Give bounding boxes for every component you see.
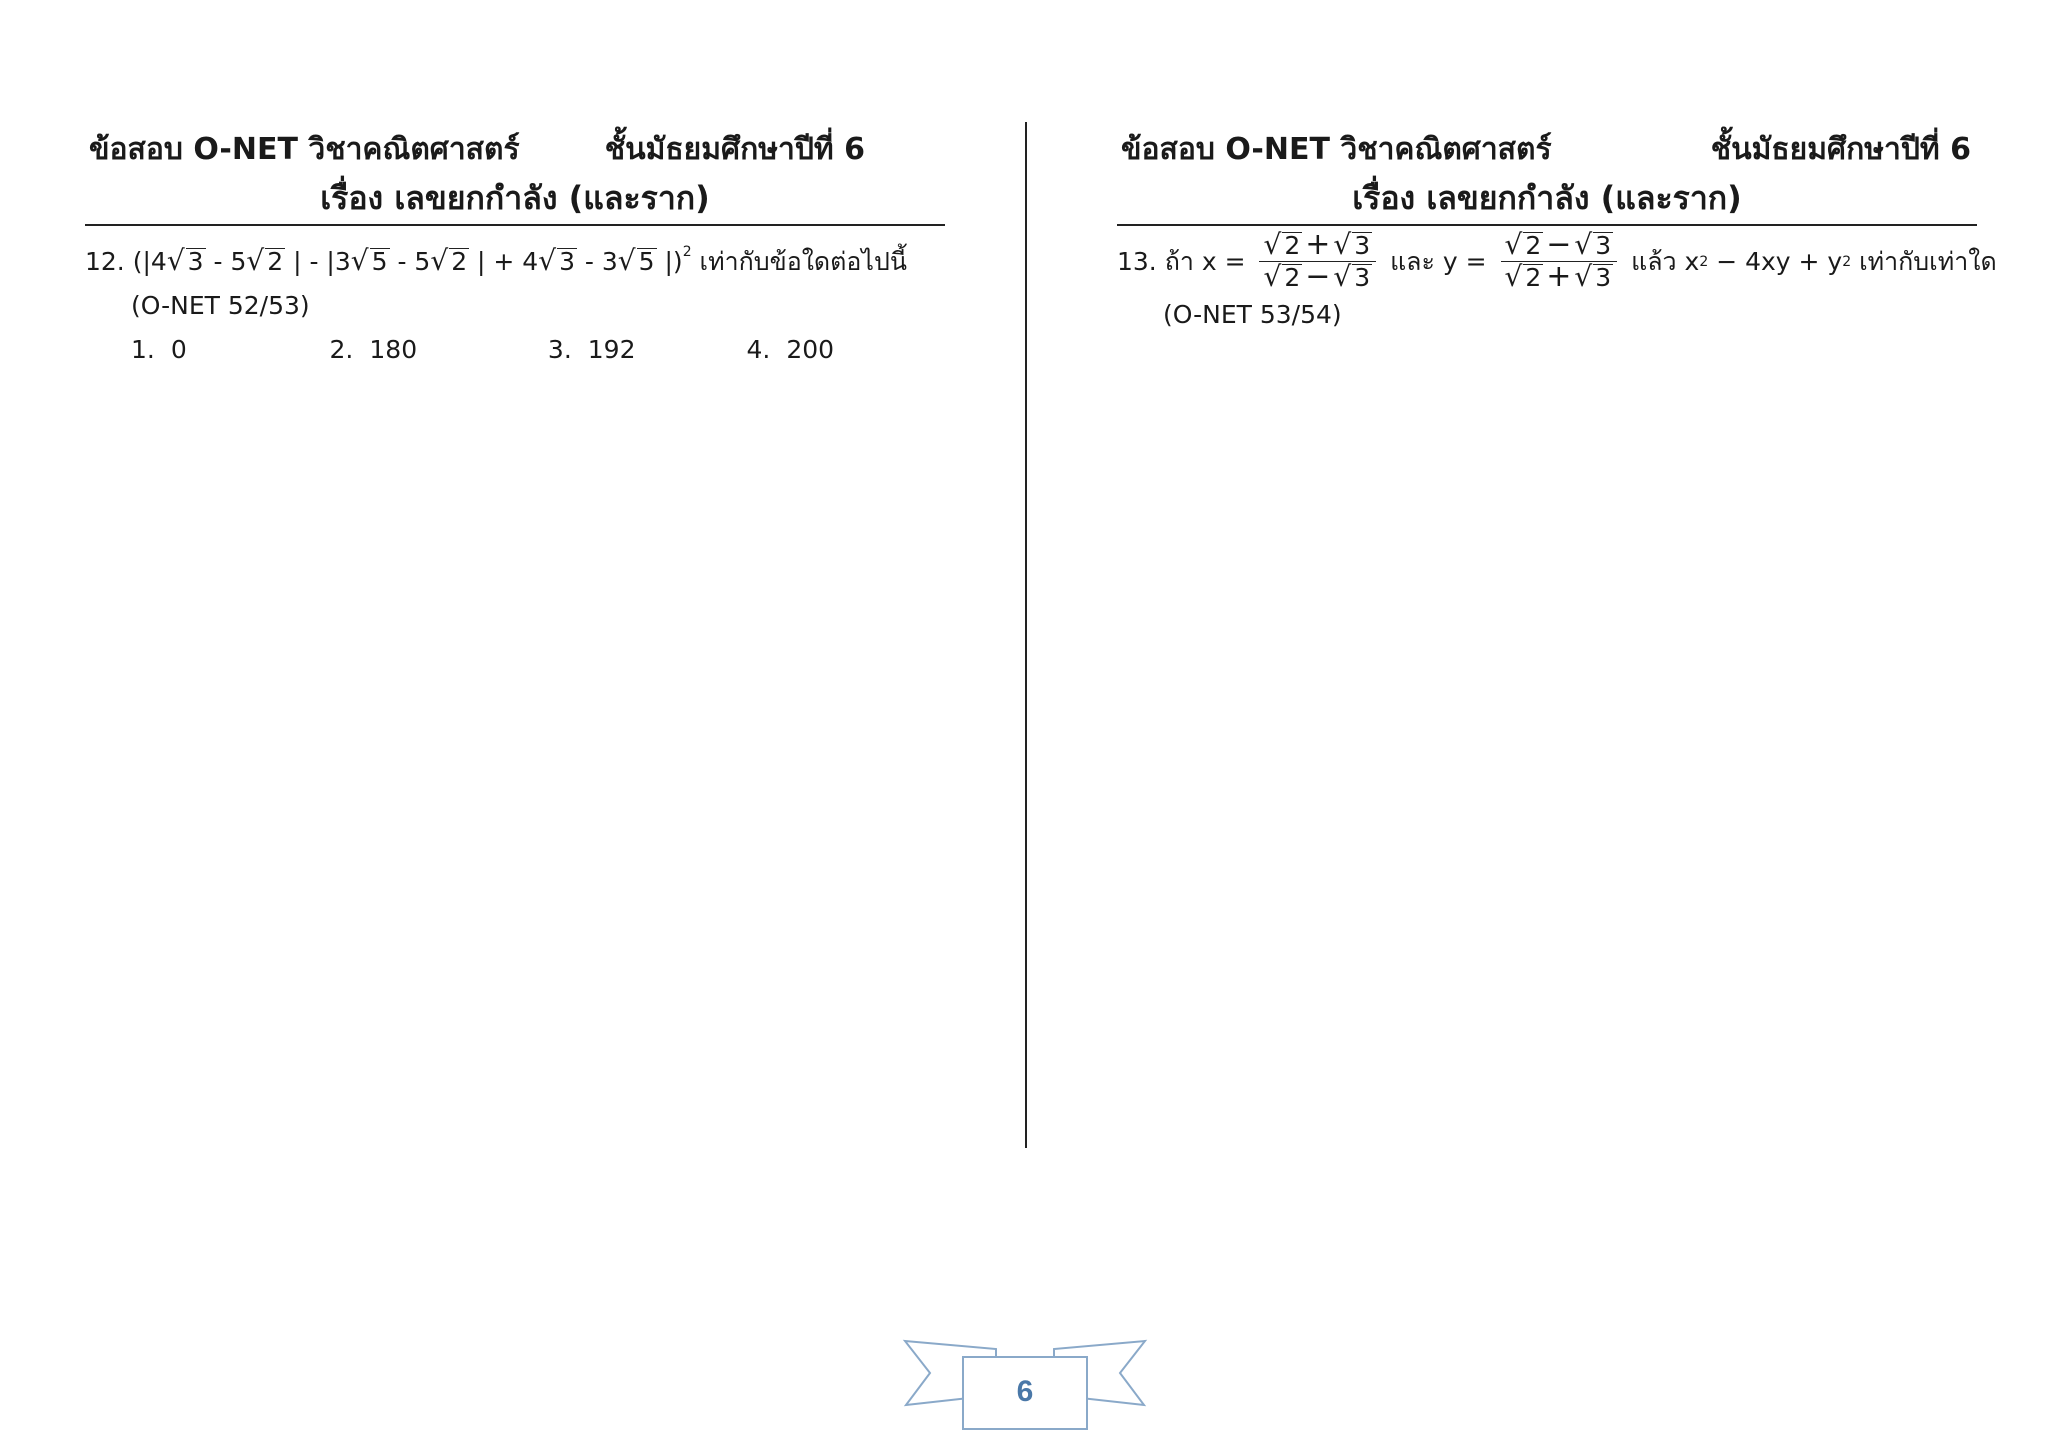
denominator: √ 2 − √ 3 <box>1263 259 1371 294</box>
question-source: (O-NET 52/53) <box>131 291 310 320</box>
fraction-x <box>1259 227 1376 294</box>
choice-number: 3. <box>547 335 572 364</box>
radicand: 2 <box>1525 231 1542 260</box>
exponent: 2 <box>682 244 692 260</box>
denominator: √ 2 + √ 3 <box>1504 259 1612 294</box>
question-13-expression <box>1117 227 1997 294</box>
expr-part: − 4xy + y <box>1708 246 1843 276</box>
expr-part: และ y = <box>1382 246 1495 276</box>
operator: − <box>1305 259 1331 294</box>
numerator: √ 2 − √ 3 <box>1501 230 1618 262</box>
expr-part: | + 4 <box>477 247 539 276</box>
choice-3[interactable] <box>548 328 747 372</box>
operator: − <box>1546 227 1572 262</box>
radicand: 3 <box>1354 263 1371 292</box>
sqrt-5: √ 5 <box>350 244 388 277</box>
question-number: 12. <box>85 247 125 276</box>
expr-part: - 5 <box>213 247 247 276</box>
header-topic: เรื่อง เลขยกกำลัง (และราก) <box>320 179 710 217</box>
question-12-expression <box>85 230 945 284</box>
radicand: 3 <box>187 247 204 276</box>
radicand: 5 <box>638 247 655 276</box>
choice-number: 4. <box>746 335 771 364</box>
left-header <box>85 118 945 182</box>
radicand: 2 <box>451 247 468 276</box>
expr-part: แล้ว x <box>1623 246 1700 276</box>
radicand: 5 <box>371 247 388 276</box>
page-number-badge <box>900 1335 1150 1435</box>
radicand: 3 <box>1595 231 1612 260</box>
question-tail: เท่ากับข้อใดต่อไปนี้ <box>691 247 907 276</box>
column-divider <box>1025 122 1027 1148</box>
sqrt-3: √ 3 <box>166 244 204 277</box>
fraction-y <box>1501 227 1618 294</box>
choice-value: 192 <box>587 335 636 364</box>
header-subject: ข้อสอบ O-NET วิชาคณิตศาสตร์ <box>1121 132 1552 167</box>
right-header <box>1117 118 1977 182</box>
question-12 <box>85 230 945 372</box>
choice-number: 2. <box>329 335 354 364</box>
radicand: 2 <box>1284 231 1301 260</box>
question-number: 13. <box>1117 246 1157 276</box>
question-tail: เท่ากับเท่าใด <box>1851 246 1997 276</box>
radicand: 2 <box>267 247 284 276</box>
expr-part: |) <box>664 247 683 276</box>
choice-4[interactable] <box>746 328 945 372</box>
header-subject: ข้อสอบ O-NET วิชาคณิตศาสตร์ <box>89 132 520 167</box>
choice-number: 1. <box>131 335 155 364</box>
radicand: 2 <box>1284 263 1301 292</box>
question-13 <box>1117 227 1997 337</box>
choice-1[interactable] <box>131 328 330 372</box>
operator: + <box>1546 259 1572 294</box>
sqrt-2: √ 2 <box>430 244 468 277</box>
choice-value: 180 <box>369 335 418 364</box>
header-topic: เรื่อง เลขยกกำลัง (และราก) <box>1352 179 1742 217</box>
expr-part: - 3 <box>584 247 618 276</box>
numerator: √ 2 + √ 3 <box>1259 230 1376 262</box>
radicand: 3 <box>1595 263 1612 292</box>
header-grade: ชั้นมัธยมศึกษาปีที่ 6 <box>604 132 865 167</box>
expr-part: | - |3 <box>293 247 351 276</box>
sqrt-2: √ 2 <box>246 244 284 277</box>
operator: + <box>1305 227 1331 262</box>
question-source: (O-NET 53/54) <box>1163 300 1342 329</box>
choice-2[interactable] <box>330 328 548 372</box>
header-rule <box>1117 224 1977 226</box>
sqrt-5: √ 5 <box>617 244 655 277</box>
choices <box>85 328 945 372</box>
exponent: 2 <box>1699 253 1709 270</box>
expr-part: ถ้า x = <box>1156 246 1254 276</box>
choice-value: 200 <box>786 335 835 364</box>
exponent: 2 <box>1842 253 1852 270</box>
radicand: 2 <box>1525 263 1542 292</box>
header-grade: ชั้นมัธยมศึกษาปีที่ 6 <box>1710 132 1971 167</box>
left-column <box>85 118 945 372</box>
page-number: 6 <box>1016 1375 1034 1408</box>
radicand: 3 <box>1354 231 1371 260</box>
right-column <box>1117 118 1997 337</box>
sqrt-3: √ 3 <box>538 244 575 277</box>
choice-value: 0 <box>170 335 187 364</box>
expr-part: (|4 <box>132 247 167 276</box>
radicand: 3 <box>559 247 575 276</box>
expr-part: - 5 <box>397 247 431 276</box>
header-rule <box>85 224 945 226</box>
